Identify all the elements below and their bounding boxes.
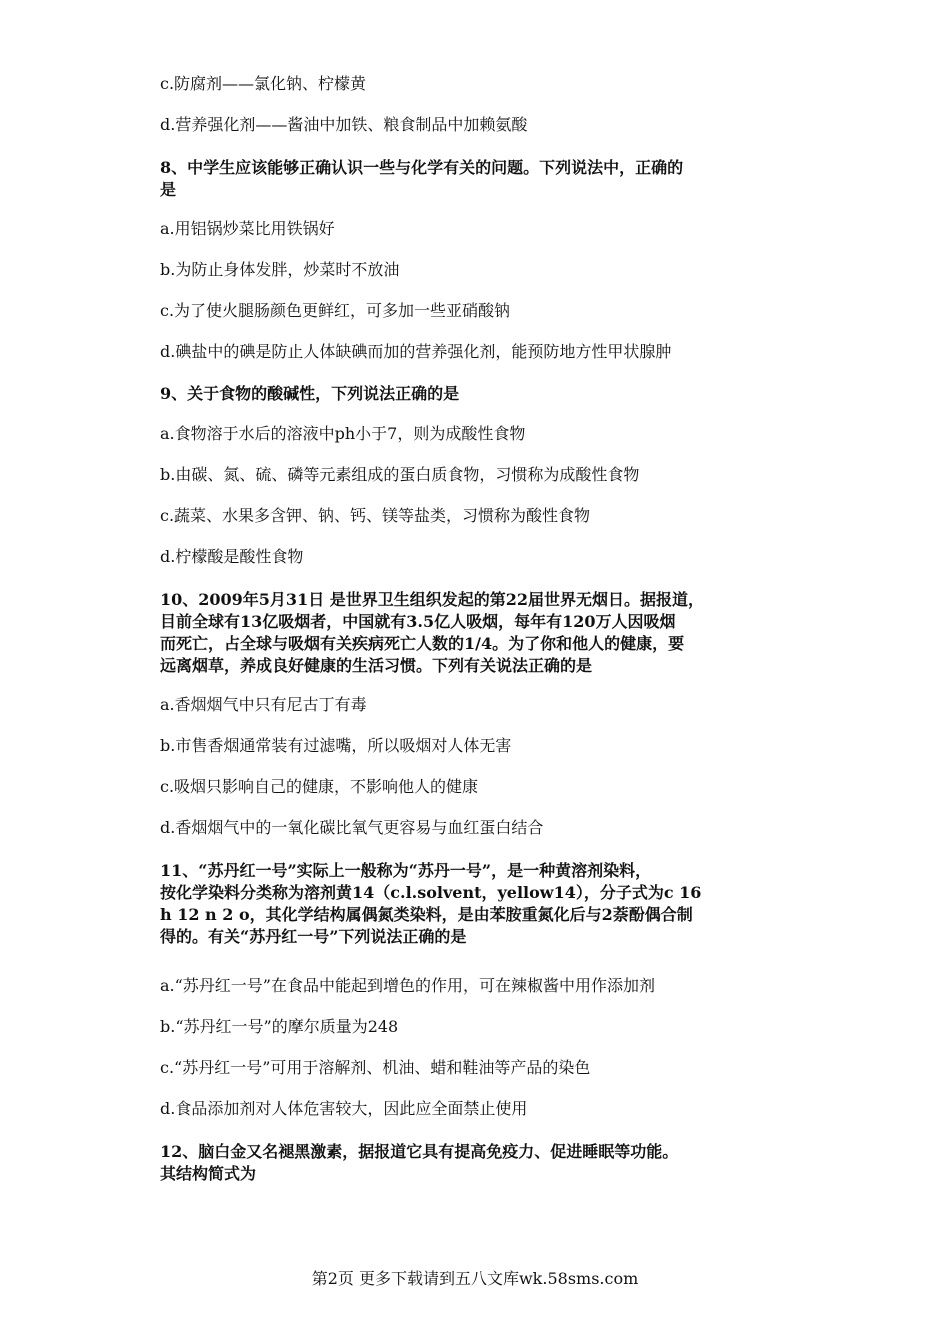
- option-d-7: d.营养强化剂——酱油中加铁、粮食制品中加赖氨酸: [160, 115, 528, 134]
- option-a-8: a.用铝锅炒菜比用铁锅好: [160, 219, 335, 238]
- page-footer: 第2页 更多下载请到五八文库wk.58sms.com: [311, 1269, 639, 1288]
- option-d-8: d.碘盐中的碘是防止人体缺碘而加的营养强化剂，能预防地方性甲状腺肿: [160, 342, 672, 361]
- question-10: 10、2009年5月31日 是世界卫生组织发起的第22届世界无烟日。据报道， 目前全球有13亿吸烟者，中国就有3.5亿人吸烟，每年有120万人因吸烟 而死亡，占全球与吸烟有关疾病死亡人数的1/4。为了你和他人的健康，要 远离烟草，养成良好健康的生活习惯。下列有关说法正确的是: [160, 590, 705, 675]
- question-8: 8、中学生应该能够正确认识一些与化学有关的问题。下列说法中，正确的 是: [160, 158, 684, 199]
- option-a-11: a.“苏丹红一号”在食品中能起到增色的作用，可在辣椒酱中用作添加剂: [160, 976, 655, 995]
- option-c-9: c.蔬菜、水果多含钾、钠、钙、镁等盐类，习惯称为酸性食物: [160, 506, 591, 525]
- option-d-9: d.柠檬酸是酸性食物: [160, 547, 304, 566]
- option-b-9: b.由碳、氮、硫、磷等元素组成的蛋白质食物，习惯称为成酸性食物: [160, 465, 640, 484]
- option-a-9: a.食物溶于水后的溶液中ph小于7，则为成酸性食物: [160, 424, 526, 443]
- option-c-7: c.防腐剂——氯化钠、柠檬黄: [160, 74, 367, 93]
- question-11: 11、“苏丹红一号”实际上一般称为“苏丹一号”，是一种黄溶剂染料， 按化学染料分类称为溶剂黄14（c.l.solvent，yellow14），分子式为c 16 h 12 n 2 o，其化学结构属偶氮类染料，是由苯胺重氮化后与2萘酚偶合制 得的。有关“苏丹红一号”下列说法正确的是: [160, 861, 702, 946]
- option-c-10: c.吸烟只影响自己的健康，不影响他人的健康: [160, 777, 479, 796]
- option-c-8: c.为了使火腿肠颜色更鲜红，可多加一些亚硝酸钠: [160, 301, 511, 320]
- option-d-10: d.香烟烟气中的一氧化碳比氧气更容易与血红蛋白结合: [160, 818, 544, 837]
- option-b-10: b.市售香烟通常装有过滤嘴，所以吸烟对人体无害: [160, 736, 512, 755]
- option-b-8: b.为防止身体发胖，炒菜时不放油: [160, 260, 400, 279]
- option-d-11: d.食品添加剂对人体危害较大，因此应全面禁止使用: [160, 1099, 528, 1118]
- option-b-11: b.“苏丹红一号”的摩尔质量为248: [160, 1017, 399, 1036]
- option-a-10: a.香烟烟气中只有尼古丁有毒: [160, 695, 367, 714]
- option-c-11: c.“苏丹红一号”可用于溶解剂、机油、蜡和鞋油等产品的染色: [160, 1058, 591, 1077]
- question-9: 9、关于食物的酸碱性，下列说法正确的是: [160, 384, 460, 403]
- question-12: 12、脑白金又名褪黑激素，据报道它具有提高免疫力、促进睡眠等功能。 其结构简式为: [160, 1142, 679, 1183]
